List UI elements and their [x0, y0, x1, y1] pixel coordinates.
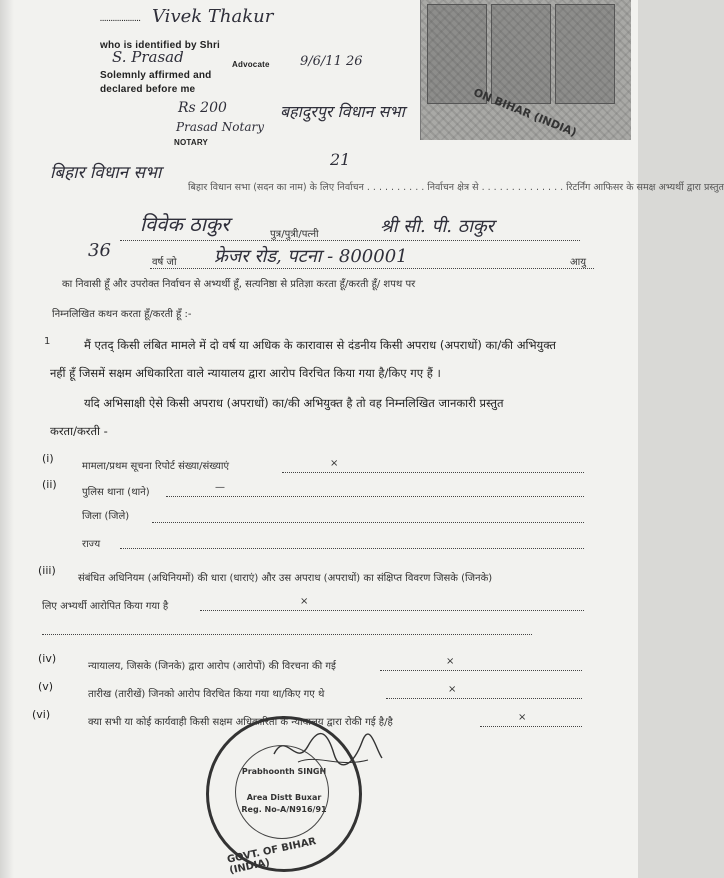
- item-label: न्यायालय, जिसके (जिनके) द्वारा आरोप (आरोपों) की विरचना की गई: [88, 661, 336, 672]
- date-reference: 9/6/11 26: [300, 54, 363, 69]
- statement-text: निम्नलिखित कथन करता हूँ/करती हूँ :-: [52, 309, 192, 320]
- clause2-line-a: यदि अभिसाक्षी ऐसे किसी अपराध (अपराधों) का/की अभियुक्त है तो वह निम्नलिखित जानकारी प्रस्तुत: [84, 396, 504, 410]
- age-value: 36: [88, 240, 111, 261]
- item-number: (iv): [38, 652, 57, 665]
- notary-date: 21: [330, 150, 351, 169]
- item-value: ×: [330, 458, 339, 469]
- item-label: जिला (जिले): [82, 511, 130, 522]
- notary-line-2: Solemnly affirmed and: [100, 70, 212, 81]
- clause1-line-b: नहीं हूँ जिसमें सक्षम अधिकारिता वाले न्यायालय द्वारा आरोप विरचित किया गया है/किए गए हैं ।: [50, 366, 441, 380]
- notary-line-1: who is identified by Shri: [100, 40, 221, 51]
- notary-seal-rim: ON BIHAR (INDIA): [471, 85, 579, 140]
- dotted-line: [42, 634, 532, 635]
- clause2-line-b: करता/करती -: [50, 424, 108, 438]
- item-number: (ii): [42, 478, 57, 491]
- item-number: (vi): [32, 708, 51, 721]
- item-label: राज्य: [82, 539, 101, 550]
- item-value: ×: [446, 656, 455, 667]
- item-number: (v): [38, 680, 54, 693]
- revenue-stamp: [555, 4, 615, 104]
- clause-marker: 1: [44, 336, 51, 347]
- item-value: —: [215, 482, 225, 493]
- notary-fee: Rs 200: [178, 100, 227, 116]
- address-value: फ्रेजर रोड, पटना - 800001: [214, 246, 408, 267]
- age-suffix: वर्ष जो: [152, 257, 177, 268]
- item-label: लिए अभ्यर्थी आरोपित किया गया है: [42, 601, 169, 612]
- item-label: तारीख (तारीखें) जिनको आरोप विरचित किया गया था/किए गए थे: [88, 689, 325, 700]
- notary-hand-note: Prasad Notary: [176, 120, 264, 134]
- constituency-handwritten: बहादुरपुर विधान सभा: [280, 102, 405, 121]
- dotted-line: [200, 610, 584, 611]
- page-edge-shadow: [0, 0, 14, 878]
- revenue-stamp: [491, 4, 551, 104]
- notary-round-seal: [206, 716, 362, 877]
- item-label: क्या सभी या कोई कार्यवाही किसी सक्षम अधिकारिता के न्यायालय द्वारा रोकी गई है/है: [88, 717, 393, 728]
- item-number: (i): [42, 452, 54, 465]
- item-label: मामला/प्रथम सूचना रिपोर्ट संख्या/संख्याएं: [82, 461, 230, 472]
- seal-inner-ring: [235, 745, 329, 839]
- dotted-line: [480, 726, 582, 727]
- item-number: (iii): [38, 564, 56, 577]
- dotted-line: [386, 698, 582, 699]
- item-label: पुलिस थाना (थाने): [82, 487, 150, 498]
- header-line: बिहार विधान सभा (सदन का नाम) के लिए निर्वाचन . . . . . . . . . . निर्वाचन क्षेत्र से . . . . . . . . . . . . . . रिटर्निंग आफिसर के समक्ष अभ्यर्थी द्वारा प्रस्तुत: [188, 182, 724, 193]
- resident-text: का निवासी हूँ और उपरोक्त निर्वाचन से अभ्यर्थी हूँ, सत्यनिष्ठा से प्रतिज्ञा करता हूँ/करती हूँ/ शपथ पर: [62, 279, 416, 290]
- notary-label: NOTARY: [174, 138, 209, 147]
- header-hand-bihar: बिहार विधान सभा: [50, 163, 162, 183]
- notary-label-small: ...................: [100, 16, 141, 23]
- father-name: श्री सी. पी. ठाकुर: [380, 216, 495, 237]
- advocate-label: Advocate: [232, 60, 270, 69]
- dotted-line: [150, 268, 594, 269]
- dotted-line: [152, 522, 584, 523]
- seal-rim-text: GOVT. OF BIHAR (INDIA): [226, 836, 318, 877]
- relation-label: पुत्र/पुत्री/पत्नी: [270, 229, 319, 240]
- dotted-line: [120, 240, 580, 241]
- item-label: संबंधित अधिनियम (अधिनियमों) की धारा (धाराएं) और उस अपराध (अपराधों) का संक्षिप्त विवरण जिसके (जिनके): [78, 573, 493, 584]
- notary-line-3: declared before me: [100, 84, 196, 95]
- item-value: ×: [300, 596, 309, 607]
- seal-name: Prabhoonth SINGH: [241, 767, 327, 776]
- dotted-line: [120, 548, 584, 549]
- age-label: आयु: [570, 257, 587, 268]
- identifier-name: S. Prasad: [112, 48, 184, 66]
- clause1-line-a: मैं एतद् किसी लंबित मामले में दो वर्ष या अधिक के कारावास से दंडनीय किसी अपराध (अपराधों) का/की अभियुक्त: [84, 338, 556, 352]
- item-value: ×: [518, 712, 527, 723]
- deponent-name-handwritten: Vivek Thakur: [152, 6, 274, 27]
- dotted-line: [282, 472, 584, 473]
- dotted-line: [380, 670, 582, 671]
- dotted-line: [166, 496, 584, 497]
- seal-reg: Reg. No-A/N916/91: [241, 805, 327, 814]
- candidate-name: विवेक ठाकुर: [140, 212, 230, 236]
- seal-area: Area Distt Buxar: [246, 793, 322, 802]
- item-value: ×: [448, 684, 457, 695]
